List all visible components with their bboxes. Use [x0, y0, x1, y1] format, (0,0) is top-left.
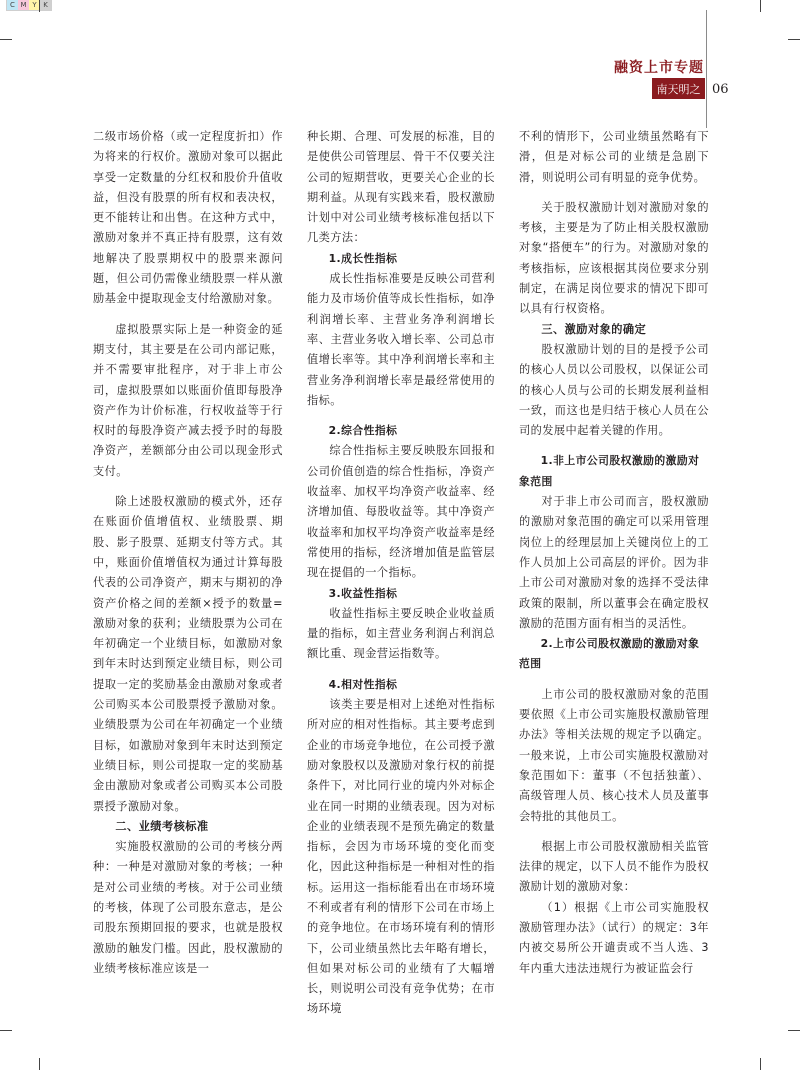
crop-mark	[788, 39, 800, 40]
paragraph: 虚拟股票实际上是一种资金的延期支付，其主要是在公司内部记账，并不需要审批程序，对于非上市公司，虚拟股票如以账面价值即每股净资产作为计价标准，行权收益等于行权时的每股净资产减去授予时的每股净资产，差额部分由公司以现金形式支付。	[93, 322, 283, 478]
section-heading: 2.综合性指标	[328, 424, 398, 438]
paragraph: 收益性指标主要反映企业收益质量的指标，如主营业务利润占利润总额比重、现金营运指数等。	[307, 606, 495, 661]
paragraph: 上市公司的股权激励对象的范围要依照《上市公司实施股权激励管理办法》等相关法规的规定予以确定。一般来说，上市公司实施股权激励对象范围如下：董事（不包括独董）、高级管理人员、核心技术人员及董事会特批的其他员工。	[519, 687, 709, 823]
crop-mark	[0, 39, 12, 40]
crop-mark	[760, 0, 761, 12]
section-heading: 4.相对性指标	[328, 677, 398, 691]
paragraph: 综合性指标主要反映股东回报和公司价值创造的综合性指标，净资产收益率、加权平均净资产收益率、经济增加值、每股收益等。其中净资产收益率和加权平均净资产收益率是经常使用的指标，经济增加值是监管层现在提倡的一个指标。	[307, 444, 495, 580]
section-heading: 2.上市公司股权激励的激励对象范围	[519, 637, 700, 671]
paragraph: （1）根据《上市公司实施股权激励管理办法》（试行）的规定：3年内被交易所公开谴责或不当人选、3年内重大违法违规行为被证监会行	[519, 900, 709, 975]
page-number: 06	[712, 82, 729, 97]
paragraph: 成长性指标准要是反映公司营利能力及市场价值等成长性指标，如净利润增长率、主营业务净利润增长率、主营业务收入增长率、公司总市值增长率等。其中净利润增长率和主营业务净利润增长率是最经常使用的指标。	[307, 272, 495, 407]
paragraph: 对于非上市公司而言，股权激励的激励对象范围的确定可以采用管理岗位上的经理层加上关键岗位上的工作人员加上公司高层的评价。因为非上市公司对激励对象的选择不受法律政策的限制，所以董事会在确定股权激励的范围方面有相当的灵活性。	[519, 495, 709, 630]
paragraph: 实施股权激励的公司的考核分两种：一种是对激励对象的考核；一种是对公司业绩的考核。对于公司业绩的考核，体现了公司股东意志，是公司股东预期回报的要求，也就是股权激励的触发门槛。因此，股权激励的业绩考核标准应该是一	[93, 840, 283, 975]
paragraph: 根据上市公司股权激励相关监管法律的规定，以下人员不能作为股权激励计划的激励对象：	[519, 839, 709, 894]
paragraph: 除上述股权激励的模式外，还存在账面价值增值权、业绩股票、期股、影子股票、延期支付等方式。其中，账面价值增值权为通过计算每股代表的公司净资产，期末与期初的净资产价格之间的差额×授予的数量=激励对象的获利；业绩股票为公司在年初确定一个业绩目标，如激励对象到年末时达到预定业绩目标，则公司提取一定的奖励基金由激励对象或者公司购买本公司股票授予激励对象。业绩股票为公司在年初确定一个业绩目标，如激励对象到年末时达到预定业绩目标，则公司提取一定的奖励基金由激励对象或者公司购买本公司股票授予激励对象。	[93, 495, 283, 813]
text-column-3	[519, 127, 709, 979]
color-mark-yellow: Y	[29, 0, 40, 10]
column-name-badge: 南天明之窗	[652, 80, 705, 99]
paragraph: 关于股权激励计划对激励对象的考核，主要是为了防止相关股权激励对象“搭便车”的行为。对激励对象的考核指标，应该根据其岗位要求分别制定，在满足岗位要求的情况下即可以具有行权资格。	[519, 200, 709, 316]
crop-mark	[39, 0, 40, 12]
paragraph: 该类主要是相对上述绝对性指标所对应的相对性指标。其主要考虑到企业的市场竞争地位，在公司授予激励对象股权以及激励对象行权的前提条件下，对比同行业的境内外对标企业在同一时期的业绩表现。因为对标企业的业绩表现不是预先确定的数量指标，会因为市场环境的变化而变化，因此这种指标是一种相对性的指标。运用这一指标能看出在市场环境不利或者有利的情形下公司在市场上的竞争地位。在市场环境有利的情形下，公司业绩虽然比去年略有增长，但如果对标公司的业绩有了大幅增长，则说明公司没有竞争优势；在市场环境	[307, 698, 495, 1016]
header-vertical-rule	[706, 10, 707, 128]
crop-mark	[39, 1058, 40, 1070]
color-mark-black: K	[40, 0, 51, 10]
print-color-bar	[6, 0, 52, 11]
crop-mark	[760, 1058, 761, 1070]
section-title: 融资上市专题	[614, 60, 704, 76]
paragraph: 股权激励计划的目的是授予公司的核心人员以公司股权，以保证公司的核心人员与公司的长期发展利益相一致，而这也是归结于核心人员在公司的发展中起着关键的作用。	[519, 342, 709, 438]
paragraph: 种长期、合理、可发展的标准，目的是使供公司管理层、骨干不仅要关注公司的短期营收，更要关心企业的长期利益。从现有实践来看，股权激励计划中对公司业绩考核标准包括以下几类方法：	[307, 130, 495, 245]
paragraph: 不利的情形下，公司业绩虽然略有下滑，但是对标公司的业绩是急剧下滑，则说明公司有明显的竞争优势。	[519, 130, 709, 184]
color-mark-magenta: M	[18, 0, 29, 10]
crop-mark	[0, 1030, 12, 1031]
text-column-2	[307, 127, 495, 1020]
section-heading: 二、业绩考核标准	[115, 819, 209, 833]
color-mark-cyan: C	[7, 0, 18, 10]
text-column-1	[93, 127, 283, 979]
section-heading: 3.收益性指标	[328, 586, 398, 600]
paragraph: 二级市场价格（或一定程度折扣）作为将来的行权价。激励对象可以据此享受一定数量的分红权和股价升值收益，但没有股票的所有权和表决权，更不能转让和出售。在这种方式中，激励对象并不真正持有股票，这有效地解决了股票期权中的股票来源问题，但公司仍需像业绩股票一样从激励基金中提取现金支付给激励对象。	[93, 130, 283, 306]
section-heading: 三、激励对象的确定	[541, 322, 647, 336]
crop-mark	[788, 1030, 800, 1031]
section-heading: 1.非上市公司股权激励的激励对象范围	[519, 454, 700, 488]
section-heading: 1.成长性指标	[328, 251, 398, 265]
